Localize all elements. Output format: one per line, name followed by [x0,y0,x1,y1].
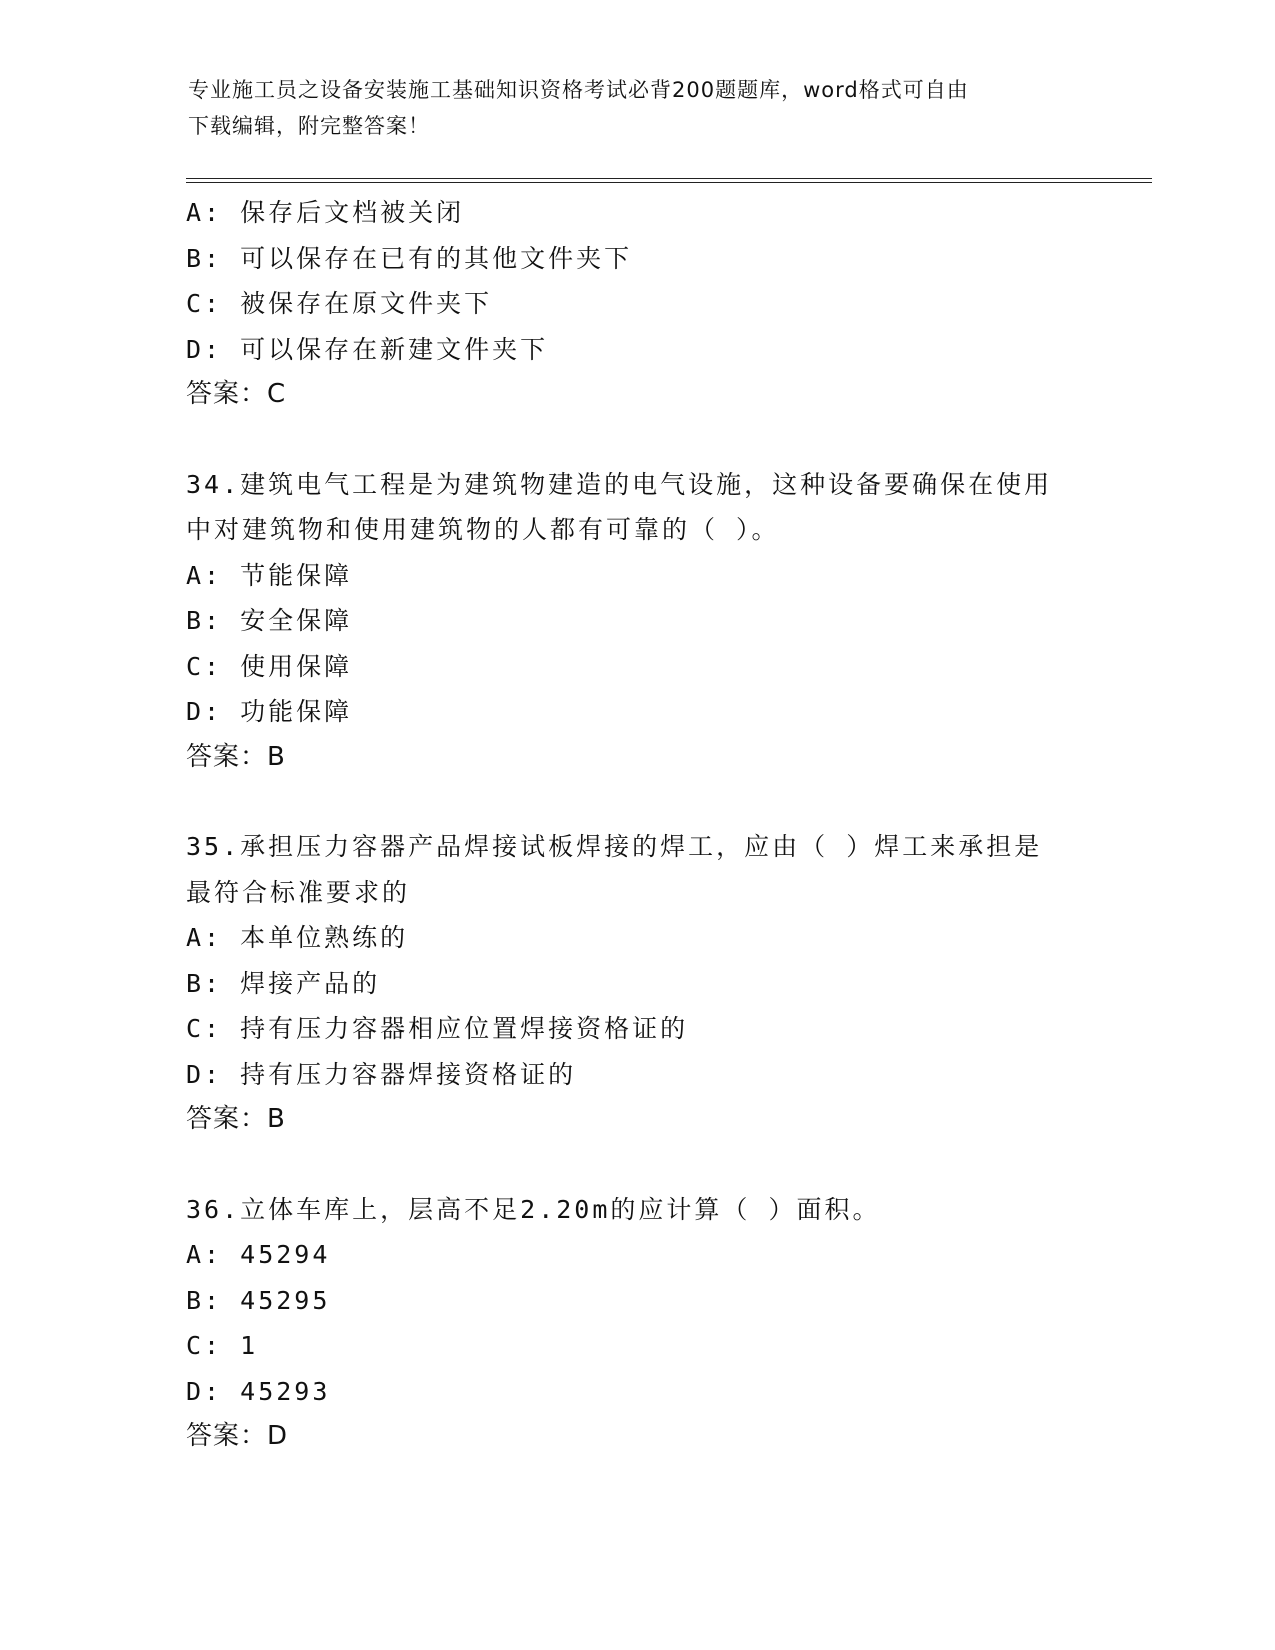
option-d: D: 功能保障 [186,697,353,726]
answer: 答案：C [186,379,287,409]
option-c: C: 使用保障 [186,651,353,681]
question-text-line-2: 中对建筑物和使用建筑物的人都有可靠的（ ）。 [186,515,780,544]
question-34 [186,462,1086,781]
option-c: C: 持有压力容器相应位置焊接资格证的 [186,1014,689,1043]
option-d: D: 持有压力容器焊接资格证的 [186,1059,577,1089]
question-text-line-1: 36.立体车库上，层高不足2.20m的应计算（ ）面积。 [186,1194,881,1224]
option-d: D: 可以保存在新建文件夹下 [186,334,549,364]
header-line-2: 下载编辑，附完整答案！ [188,114,430,138]
option-b: B: 安全保障 [186,606,353,635]
option-a: A: 本单位熟练的 [186,923,409,952]
answer: 答案：B [186,1104,286,1134]
spacer [186,418,1086,462]
question-text-line-2: 最符合标准要求的 [186,877,411,907]
spacer [186,1143,1086,1187]
option-b: B: 45295 [186,1285,331,1315]
question-list [186,190,1086,1460]
answer: 答案：B [186,741,286,772]
option-c: C: 被保存在原文件夹下 [186,289,493,318]
question-35 [186,824,1086,1143]
option-a: A: 保存后文档被关闭 [186,198,465,227]
option-b: B: 焊接产品的 [186,968,381,998]
question-text-line-1: 35.承担压力容器产品焊接试板焊接的焊工，应由（ ）焊工来承担是 [186,832,1043,861]
option-a: A: 节能保障 [186,560,353,590]
option-b: B: 可以保存在已有的其他文件夹下 [186,243,633,273]
header-line-1: 专业施工员之设备安装施工基础知识资格考试必背200题题库，word格式可自由 [188,78,969,102]
option-d: D: 45293 [186,1376,331,1406]
option-a: A: 45294 [186,1240,331,1269]
spacer [186,780,1086,824]
question-33 [186,190,1086,418]
header-divider-bottom [186,182,1152,183]
question-text-line-1: 34.建筑电气工程是为建筑物建造的电气设施，这种设备要确保在使用 [186,469,1053,499]
option-c: C: 1 [186,1331,259,1360]
answer: 答案：D [186,1421,289,1451]
document-header [188,72,1088,144]
header-divider-top [186,178,1152,179]
question-36 [186,1187,1086,1460]
